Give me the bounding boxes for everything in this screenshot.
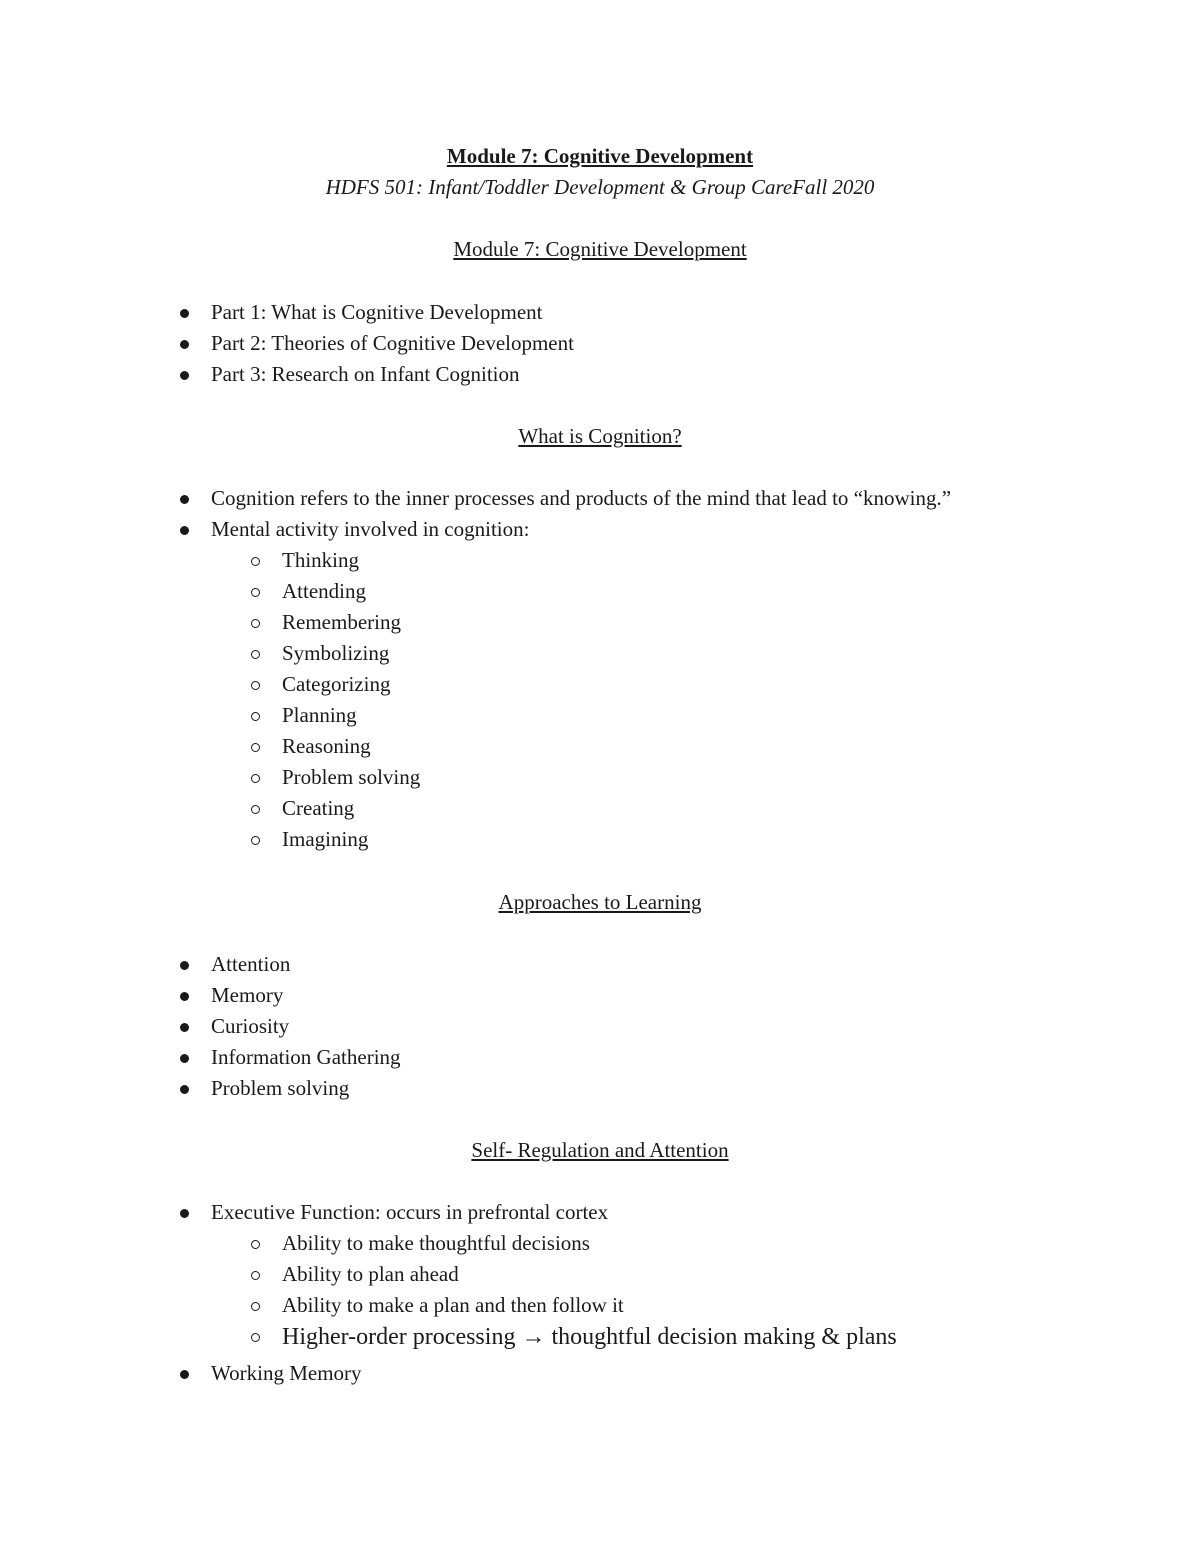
list-item: [178, 1043, 401, 1071]
sub-list-item-text: Imagining: [282, 827, 369, 851]
sub-list-item-text: Thinking: [282, 548, 359, 572]
sub-list-item: [249, 1229, 590, 1257]
bullet-icon: [178, 298, 211, 326]
list-item-text: Problem solving: [211, 1076, 350, 1100]
hollow-bullet-icon: [249, 825, 282, 853]
list-item: [178, 484, 951, 512]
bullet-icon: [178, 1012, 211, 1040]
hollow-bullet-icon: [249, 763, 282, 791]
bullet-icon: [178, 1359, 211, 1387]
list-item: [178, 515, 529, 543]
sub-list-item-text: Planning: [282, 703, 357, 727]
list-item: [178, 981, 283, 1009]
bullet-icon: [178, 950, 211, 978]
sub-list-item-text: Ability to make a plan and then follow it: [282, 1293, 624, 1317]
hollow-bullet-icon: [249, 1323, 282, 1351]
document-title: Module 7: Cognitive Development: [446, 144, 754, 168]
bullet-icon: [178, 1074, 211, 1102]
list-item: [178, 1198, 608, 1226]
list-item: [178, 360, 520, 388]
list-item-text: Part 1: What is Cognitive Development: [211, 300, 543, 324]
sub-list-item-text: Attending: [282, 579, 366, 603]
section-heading-approaches: Approaches to Learning: [498, 890, 702, 914]
bullet-icon: [178, 360, 211, 388]
list-item-text: Part 2: Theories of Cognitive Development: [211, 331, 574, 355]
sub-list-item: [249, 1323, 897, 1351]
sub-list-item-text: Ability to make thoughtful decisions: [282, 1231, 590, 1255]
list-item-text: Executive Function: occurs in prefrontal cortex: [211, 1200, 609, 1224]
sub-list-item-text: Problem solving: [282, 765, 421, 789]
sub-list-item: [249, 825, 368, 853]
hollow-bullet-icon: [249, 1260, 282, 1288]
list-item-text: Part 3: Research on Infant Cognition: [211, 362, 520, 386]
hollow-bullet-icon: [249, 608, 282, 636]
section-heading-self-regulation: Self- Regulation and Attention: [471, 1138, 729, 1162]
hollow-bullet-icon: [249, 732, 282, 760]
section-heading-overview: Module 7: Cognitive Development: [453, 237, 747, 261]
list-item-text: Information Gathering: [211, 1045, 401, 1069]
hollow-bullet-icon: [249, 794, 282, 822]
hollow-bullet-icon: [249, 701, 282, 729]
hollow-bullet-icon: [249, 546, 282, 574]
sub-list-item-text: Creating: [282, 796, 355, 820]
list-item: [178, 950, 290, 978]
bullet-icon: [178, 484, 211, 512]
list-item: [178, 298, 542, 326]
sub-list-item: [249, 1291, 624, 1319]
list-item-text: Cognition refers to the inner processes and products of the mind that lead to “knowing.”: [211, 486, 952, 510]
sub-list-item: [249, 639, 389, 667]
sub-list-item: [249, 763, 420, 791]
list-item-text: Mental activity involved in cognition:: [211, 517, 530, 541]
section-heading-cognition: What is Cognition?: [518, 424, 682, 448]
sub-list-item: [249, 794, 354, 822]
hollow-bullet-icon: [249, 1291, 282, 1319]
bullet-icon: [178, 1043, 211, 1071]
list-item: [178, 329, 574, 357]
list-item-text: Working Memory: [211, 1361, 362, 1385]
bullet-icon: [178, 329, 211, 357]
hollow-bullet-icon: [249, 1229, 282, 1257]
document-subtitle: HDFS 501: Infant/Toddler Development & Group CareFall 2020: [325, 175, 875, 199]
sub-list-item: [249, 546, 359, 574]
sub-list-item-text: Symbolizing: [282, 641, 390, 665]
sub-list-item-text: Categorizing: [282, 672, 391, 696]
sub-list-item: [249, 1260, 459, 1288]
list-item: [178, 1012, 289, 1040]
hollow-bullet-icon: [249, 670, 282, 698]
list-item-text: Attention: [211, 952, 291, 976]
list-item-text: Memory: [211, 983, 284, 1007]
sub-list-item: [249, 732, 371, 760]
sub-list-item-text: Higher-order processing → thoughtful decision making & plans: [282, 1324, 897, 1350]
sub-list-item-text: Remembering: [282, 610, 401, 634]
sub-list-item-text: Reasoning: [282, 734, 371, 758]
bullet-icon: [178, 981, 211, 1009]
bullet-icon: [178, 1198, 211, 1226]
sub-list-item-text: Ability to plan ahead: [282, 1262, 459, 1286]
list-item: [178, 1359, 362, 1387]
list-item-text: Curiosity: [211, 1014, 290, 1038]
hollow-bullet-icon: [249, 639, 282, 667]
sub-list-item: [249, 608, 401, 636]
hollow-bullet-icon: [249, 577, 282, 605]
sub-list-item: [249, 577, 366, 605]
list-item: [178, 1074, 349, 1102]
sub-list-item: [249, 670, 390, 698]
bullet-icon: [178, 515, 211, 543]
sub-list-item: [249, 701, 357, 729]
